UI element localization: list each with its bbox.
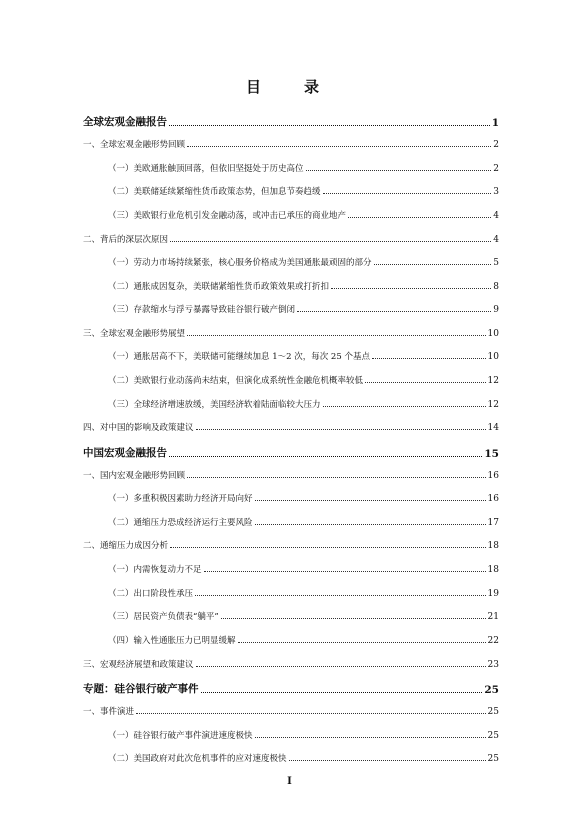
toc-subsection-entry[interactable] bbox=[83, 610, 499, 622]
toc-leader-dots bbox=[187, 145, 491, 147]
toc-subsection-entry[interactable] bbox=[83, 563, 499, 575]
toc-entry-label: 二、通缩压力成因分析 bbox=[83, 541, 169, 551]
toc-entry-label: （三）美欧银行业危机引发金融动荡，或冲击已承压的商业地产 bbox=[108, 211, 347, 221]
toc-leader-dots bbox=[238, 641, 486, 643]
toc-leader-dots bbox=[255, 523, 486, 525]
toc-entry-label: （一）美欧通胀触顶回落，但依旧坚挺处于历史高位 bbox=[108, 164, 304, 174]
toc-entry-label: （四）输入性通胀压力已明显缓解 bbox=[108, 636, 236, 646]
toc-entry-label: 一、全球宏观金融形势回顾 bbox=[83, 140, 186, 150]
toc-entry-label: 中国宏观金融报告 bbox=[83, 447, 167, 459]
toc-leader-dots bbox=[323, 405, 486, 407]
toc-entry-label: （一）内需恢复动力不足 bbox=[108, 565, 202, 575]
toc-entry-page: 18 bbox=[487, 565, 499, 575]
toc-leader-dots bbox=[255, 736, 486, 738]
toc-entry-page: 12 bbox=[487, 376, 499, 386]
toc-entry-page: 25 bbox=[487, 731, 499, 741]
toc-entry-page: 10 bbox=[487, 352, 499, 362]
toc-leader-dots bbox=[221, 617, 486, 619]
toc-entry-label: 专题：硅谷银行破产事件 bbox=[83, 683, 199, 695]
toc-leader-dots bbox=[365, 381, 486, 383]
toc-subsection-entry[interactable] bbox=[83, 729, 499, 741]
toc-leader-dots bbox=[187, 334, 486, 336]
toc-entry-label: 四、对中国的影响及政策建议 bbox=[83, 423, 194, 433]
toc-leader-dots bbox=[170, 546, 486, 548]
page-number: I bbox=[287, 776, 292, 787]
toc-part-entry[interactable] bbox=[83, 445, 499, 460]
toc-section-entry[interactable] bbox=[83, 705, 499, 717]
toc-leader-dots bbox=[201, 691, 483, 693]
toc-entry-label: （二）出口阶段性承压 bbox=[108, 589, 194, 599]
toc-section-entry[interactable] bbox=[83, 421, 499, 433]
toc-entry-page: 25 bbox=[484, 684, 499, 696]
toc-entry-page: 16 bbox=[487, 471, 499, 481]
toc-entry-page: 19 bbox=[487, 589, 499, 599]
toc-section-entry[interactable] bbox=[83, 539, 499, 551]
toc-entry-label: 一、国内宏观金融形势回顾 bbox=[83, 471, 186, 481]
toc-subsection-entry[interactable] bbox=[83, 185, 499, 197]
toc-subsection-entry[interactable] bbox=[83, 634, 499, 646]
toc-leader-dots bbox=[169, 455, 482, 457]
toc-entry-label: （一）多重积极因素助力经济开局向好 bbox=[108, 494, 253, 504]
toc-leader-dots bbox=[372, 357, 486, 359]
toc-part-entry[interactable] bbox=[83, 114, 499, 129]
toc-entry-page: 12 bbox=[487, 400, 499, 410]
toc-leader-dots bbox=[306, 169, 492, 171]
toc-entry-label: （二）美欧银行业动荡尚未结束，但演化成系统性金融危机概率较低 bbox=[108, 376, 364, 386]
toc-entry-page: 10 bbox=[487, 329, 499, 339]
toc-entry-page: 22 bbox=[487, 636, 499, 646]
toc-leader-dots bbox=[255, 499, 486, 501]
toc-subsection-entry[interactable] bbox=[83, 516, 499, 528]
toc-section-entry[interactable] bbox=[83, 233, 499, 245]
toc-subsection-entry[interactable] bbox=[83, 350, 499, 362]
toc-entry-page: 1 bbox=[491, 117, 499, 129]
toc-subsection-entry[interactable] bbox=[83, 492, 499, 504]
toc-subsection-entry[interactable] bbox=[83, 162, 499, 174]
toc-entry-page: 25 bbox=[487, 707, 499, 717]
toc-leader-dots bbox=[297, 310, 491, 312]
toc-entry-page: 3 bbox=[493, 187, 499, 197]
toc-part-entry[interactable] bbox=[83, 681, 499, 696]
toc-entry-page: 23 bbox=[487, 660, 499, 670]
toc-subsection-entry[interactable] bbox=[83, 587, 499, 599]
toc-entry-page: 4 bbox=[493, 235, 499, 245]
toc-entry-page: 9 bbox=[493, 305, 499, 315]
toc-entry-page: 25 bbox=[487, 754, 499, 764]
toc-entry-page: 21 bbox=[487, 612, 499, 622]
toc-subsection-entry[interactable] bbox=[83, 752, 499, 764]
toc-entry-page: 2 bbox=[493, 140, 499, 150]
toc-entry-label: 一、事件演进 bbox=[83, 707, 135, 717]
toc-leader-dots bbox=[374, 263, 492, 265]
toc-subsection-entry[interactable] bbox=[83, 280, 499, 292]
toc-entry-page: 17 bbox=[487, 518, 499, 528]
toc-leader-dots bbox=[196, 428, 486, 430]
toc-entry-page: 2 bbox=[493, 164, 499, 174]
toc-entry-label: 全球宏观金融报告 bbox=[83, 116, 167, 128]
toc-leader-dots bbox=[187, 476, 486, 478]
toc-entry-label: （三）存款缩水与浮亏暴露导致硅谷银行破产倒闭 bbox=[108, 305, 296, 315]
toc-leader-dots bbox=[169, 124, 490, 126]
toc-subsection-entry[interactable] bbox=[83, 209, 499, 221]
toc-entry-page: 15 bbox=[484, 448, 499, 460]
toc-entry-label: 三、全球宏观金融形势展望 bbox=[83, 329, 186, 339]
toc-leader-dots bbox=[136, 712, 486, 714]
toc-entry-label: （一）劳动力市场持续紧张，核心服务价格成为美国通胀最顽固的部分 bbox=[108, 258, 372, 268]
toc-section-entry[interactable] bbox=[83, 138, 499, 150]
toc-section-entry[interactable] bbox=[83, 658, 499, 670]
toc-entry-label: （二）美联储延续紧缩性货币政策态势，但加息节奏趋缓 bbox=[108, 187, 321, 197]
toc-entry-page: 4 bbox=[493, 211, 499, 221]
toc-entry-label: （二）美国政府对此次危机事件的应对速度极快 bbox=[108, 754, 287, 764]
toc-leader-dots bbox=[323, 192, 492, 194]
toc-leader-dots bbox=[331, 287, 491, 289]
toc-subsection-entry[interactable] bbox=[83, 398, 499, 410]
toc-leader-dots bbox=[170, 240, 491, 242]
toc-entry-page: 8 bbox=[493, 282, 499, 292]
toc-leader-dots bbox=[348, 216, 491, 218]
toc-subsection-entry[interactable] bbox=[83, 374, 499, 386]
toc-entry-page: 16 bbox=[487, 494, 499, 504]
toc-section-entry[interactable] bbox=[83, 327, 499, 339]
toc-title: 目 录 bbox=[245, 78, 333, 96]
toc-entry-label: （二）通胀成因复杂，美联储紧缩性货币政策效果或打折扣 bbox=[108, 282, 330, 292]
toc-entry-page: 14 bbox=[487, 423, 499, 433]
toc-entry-label: 三、宏观经济展望和政策建议 bbox=[83, 660, 194, 670]
toc-leader-dots bbox=[289, 759, 486, 761]
toc-entry-label: （三）居民资产负债表“躺平” bbox=[108, 612, 219, 622]
toc-leader-dots bbox=[195, 594, 486, 596]
toc-section-entry[interactable] bbox=[83, 469, 499, 481]
toc-entry-label: （三）全球经济增速放缓，美国经济软着陆面临较大压力 bbox=[108, 400, 321, 410]
toc-entry-page: 18 bbox=[487, 541, 499, 551]
toc-entry-label: （二）通缩压力恐成经济运行主要风险 bbox=[108, 518, 253, 528]
toc-leader-dots bbox=[196, 665, 486, 667]
toc-leader-dots bbox=[204, 570, 486, 572]
toc-subsection-entry[interactable] bbox=[83, 256, 499, 268]
toc-entry-label: （一）硅谷银行破产事件演进速度极快 bbox=[108, 731, 253, 741]
toc-entry-page: 5 bbox=[493, 258, 499, 268]
toc-entry-label: （一）通胀居高不下，美联储可能继续加息 1～2 次，每次 25 个基点 bbox=[108, 352, 370, 362]
toc-entry-label: 二、背后的深层次原因 bbox=[83, 235, 169, 245]
toc-subsection-entry[interactable] bbox=[83, 303, 499, 315]
